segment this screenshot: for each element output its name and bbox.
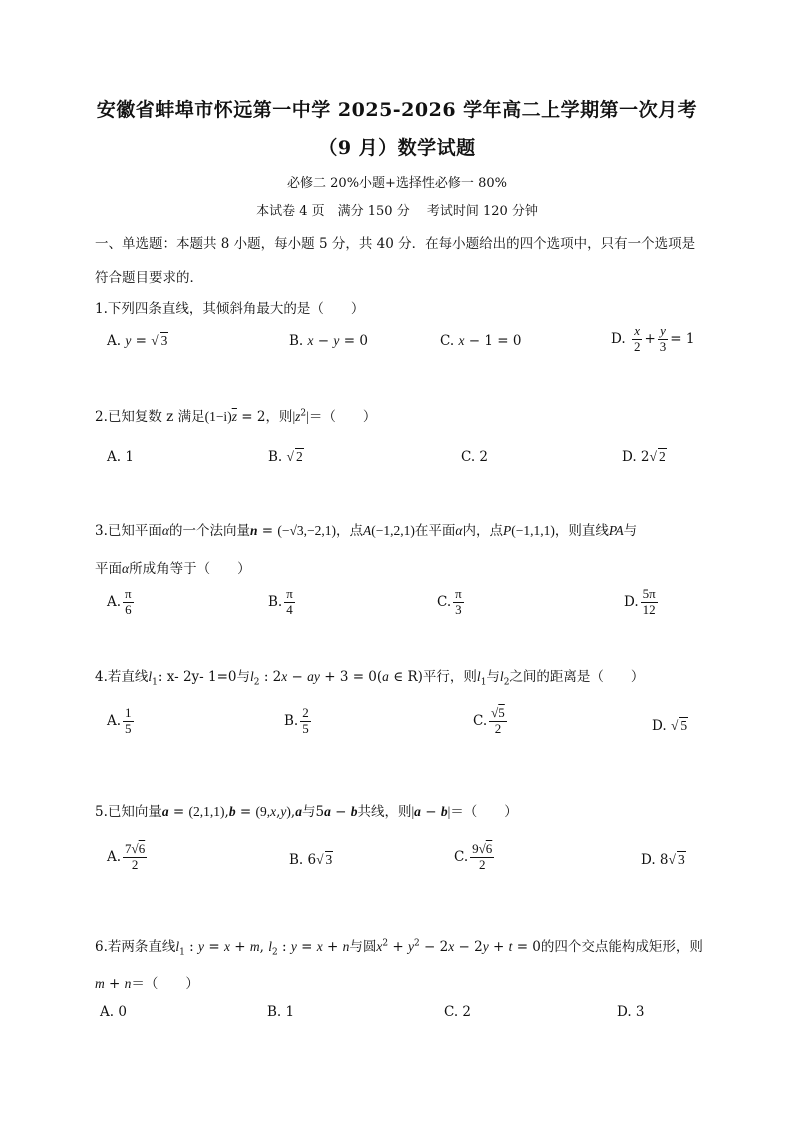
q3-option-b: B. $\frac{\pi}{4}$ — [268, 586, 293, 617]
q5-option-a: A. $\frac{7√6}{2}$ — [107, 841, 146, 872]
q3-stem-line1: 3.已知平面α的一个法向量n = (−√3,−2,1)，点A(−1,2,1)在平面α内，点P(−1,1,1)，则直线PA与 — [95, 523, 638, 539]
q4-option-d: D. √ 5 — [652, 718, 688, 734]
q5-option-d: D. 8√ 3 — [641, 852, 685, 868]
q6-option-a: A. 0 — [100, 1004, 127, 1020]
q4-option-c: C. $\frac{√5}{2}$ — [473, 705, 505, 736]
exam-info: 本试卷 4 页 满分 150 分 考试时间 120 分钟 — [256, 204, 538, 219]
q4-stem: 4.若直线$l_1$: x- 2y- 1=0与$l_2$ : 2x − ay + 3 = 0(a ∈ R)平行，则$l_1$与$l_2$之间的距离是（ ） — [95, 669, 645, 688]
q1-option-b: B. x − y = 0 — [289, 333, 368, 349]
q5-stem: 5.已知向量a = (2,1,1),b = (9,x,y),a与5a − b共线，则|a − b|＝（ ） — [95, 804, 518, 820]
q1-option-d: D. $\frac{x}{2}$ + $\frac{y}{3}$ = 1 — [611, 323, 695, 354]
q6-option-b: B. 1 — [267, 1004, 295, 1020]
q3-option-d: D. $\frac{5\pi}{12}$ — [624, 586, 656, 617]
q3-option-c: C. $\frac{\pi}{3}$ — [437, 586, 462, 617]
q2-option-d: D. 2√ 2 — [622, 449, 666, 465]
q6-stem-line2: m + n＝（ ） — [95, 976, 199, 992]
exam-title-line1: 安徽省蚌埠市怀远第一中学 2025-2026 学年高二上学期第一次月考 — [96, 99, 698, 121]
q6-stem-line1: 6.若两条直线$l_1$ : y = x + m, $l_2$ : y = x + n与圆$x^2 + y^2 - 2x - 2y + t = 0$的四个交点能构成矩形，则 — [95, 938, 703, 958]
q6-option-d: D. 3 — [617, 1004, 645, 1020]
q5-option-c: C. $\frac{9√6}{2}$ — [454, 841, 493, 872]
q3-stem-line2: 平面α所成角等于（ ） — [95, 561, 251, 577]
q1-option-c: C. x − 1 = 0 — [440, 333, 522, 349]
q1-option-a: A. y = √ 3 — [107, 333, 168, 349]
section1-intro-line1: 一、单选题：本题共 8 小题，每小题 5 分，共 40 分．在每小题给出的四个选项中，只有一个选项是 — [95, 236, 696, 252]
section1-intro-line2: 符合题目要求的． — [95, 270, 203, 286]
q4-option-b: B. $\frac{2}{5}$ — [284, 705, 309, 736]
exam-scope: 必修二 20%小题+选择性必修一 80% — [287, 176, 507, 191]
q3-option-a: A. $\frac{\pi}{6}$ — [107, 586, 132, 617]
q2-stem: 2.已知复数 z 满足$(1-i)\overline{z} = 2$，则$|z^2|=$（ ） — [95, 408, 377, 425]
q2-option-a: A. 1 — [107, 449, 134, 465]
q2-option-b: B. √ 2 — [268, 449, 303, 465]
exam-title-line2: （9 月）数学试题 — [318, 137, 476, 159]
q1-stem: 1.下列四条直线，其倾斜角最大的是（ ） — [95, 301, 365, 317]
q6-option-c: C. 2 — [444, 1004, 472, 1020]
q2-option-c: C. 2 — [461, 449, 489, 465]
q5-option-b: B. 6√ 3 — [289, 852, 333, 868]
q4-option-a: A. $\frac{1}{5}$ — [107, 705, 132, 736]
